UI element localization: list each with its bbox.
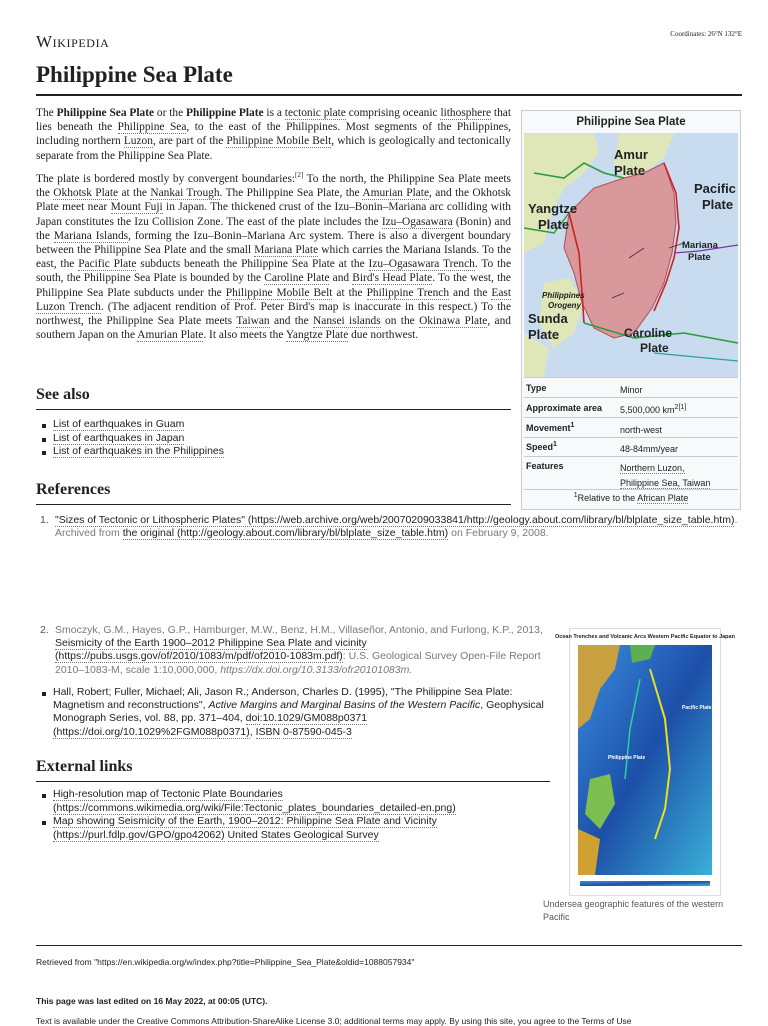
inline-link[interactable]: doi	[245, 712, 260, 725]
inline-link[interactable]: Amurian Plate	[362, 187, 430, 200]
coordinates[interactable]: Coordinates: 26°N 132°E	[670, 30, 742, 38]
text-run: ,	[249, 725, 256, 738]
list-item[interactable]	[36, 445, 511, 459]
external-link[interactable]	[53, 788, 456, 815]
inline-link[interactable]: High-resolution map of Tectonic Plate Boundaries (https://commons.wikimedia.org/wiki/File:Tectonic_plates_boundaries_detailed-en.png)	[53, 788, 456, 814]
list-item	[36, 788, 550, 815]
text-run: , forming the Izu–Bonin–Mariana Arc system. There is also a divergent boundary between the Philippine Sea Plate and the small	[36, 229, 511, 257]
text-run: is a	[263, 107, 285, 119]
inline-link[interactable]: Okhotsk Plate	[53, 187, 119, 200]
infobox-divider	[524, 397, 738, 398]
trench-map-figure[interactable]	[555, 628, 735, 896]
section-divider	[36, 409, 511, 410]
text-run: . Archived from	[55, 514, 738, 540]
map-label-amur-plate: Plate	[614, 163, 646, 178]
see-also-link[interactable]: List of earthquakes in Guam	[53, 418, 185, 430]
retrieved-from[interactable]: Retrieved from "https://en.wikipedia.org/w/index.php?title=Philippine_Sea_Plate&oldid=1088057934"	[36, 957, 415, 967]
text-run: and the	[449, 286, 492, 299]
inline-link[interactable]: Philippine Mobile Belt	[226, 135, 332, 148]
text-run: subducts beneath the Philippine Sea Plate at the	[136, 258, 369, 271]
text-run: The plate is bordered mostly by convergent boundaries:	[36, 173, 296, 185]
list-item[interactable]	[36, 432, 511, 446]
map-label-sunda-plate: Plate	[528, 327, 560, 342]
inline-link[interactable]: Caroline Plate	[264, 272, 330, 285]
text-run: in Japan. The thickened crust of the Izu–Bonin–Mariana arc colliding with Japan constitutes the Izu Collision Zone. The east of the plate includes the	[36, 201, 511, 228]
inline-link[interactable]: "Sizes of Tectonic or Lithospheric Plates" (https://web.archive.org/web/20070209033841/http://geology.about.com/library/bl/blplate_size_table.htm)	[55, 514, 735, 526]
map-label-mariana: Mariana	[682, 240, 718, 251]
text-run: . The Philippine Sea Plate, the	[219, 187, 363, 200]
reference-text	[53, 686, 544, 739]
feature-link[interactable]: Northern Luzon,	[620, 463, 685, 473]
map-label-sunda: Sunda	[528, 311, 568, 326]
plate-map[interactable]	[524, 133, 738, 377]
inline-link[interactable]: Seismicity of the Earth 1900–2012 Philippine Sea Plate and vicinity (https://pubs.usgs.gov/of/2010/1083/m/pdf/of2010-1083m.pdf)	[55, 637, 367, 663]
reference-text	[55, 624, 543, 676]
inline-link[interactable]: the original (http://geology.about.com/library/bl/blplate_size_table.htm)	[122, 527, 449, 540]
text-run: on February 9, 2008.	[448, 527, 549, 540]
external-links-list	[36, 788, 550, 842]
infobox-key: Type	[526, 383, 547, 393]
infobox-key: Features	[526, 461, 564, 471]
text-run: or the	[154, 107, 187, 119]
license-text: Text is available under the Creative Commons Attribution-ShareAlike License 3.0; additional terms may apply. By using this site, you agree to the Terms of Use	[36, 1016, 632, 1026]
african-plate-link[interactable]: African Plate	[637, 493, 689, 503]
text-run: , and the Okhotsk Plate meet near	[36, 187, 511, 214]
wikipedia-wordmark[interactable]: Wikipedia	[36, 32, 110, 51]
trench-map-image	[555, 629, 735, 895]
inline-link[interactable]: 10.1029/GM088p0371 (https://doi.org/10.1029%2FGM088p0371)	[53, 712, 368, 738]
feature-link[interactable]: Philippine Sea, Taiwan	[620, 478, 711, 488]
text-run: and	[329, 272, 353, 285]
inline-link[interactable]: Philippine Mobile Belt	[225, 286, 333, 299]
reference-list	[36, 514, 742, 540]
inline-link[interactable]: Mount Fuji	[110, 201, 163, 214]
see-also-link[interactable]: List of earthquakes in Japan	[53, 431, 185, 444]
inline-link[interactable]: Okinawa Plate	[419, 315, 488, 328]
text-run: on the	[380, 315, 420, 328]
page-title: Philippine Sea Plate	[36, 62, 233, 87]
infobox-divider	[524, 489, 738, 490]
inline-link[interactable]: Bird's Head Plate	[352, 272, 433, 285]
reference-list	[36, 624, 550, 677]
infobox-value: 5,500,000 $km^{2[1]}$	[620, 404, 687, 415]
map-label-yangtze-plate: Plate	[538, 217, 570, 232]
list-item	[36, 686, 550, 739]
text-run: which carries the Mariana Islands. To the east, the	[36, 244, 511, 271]
inline-link[interactable]: 0-87590-045-3	[283, 725, 352, 738]
text-run: : U.S. Geological Survey Open-File Report 2010–1083-M, scale 1:10,000,000,	[55, 650, 541, 676]
bold-term: Philippine Plate	[186, 107, 264, 119]
text-run: :	[259, 712, 263, 725]
text-run: To the north, the Philippine Sea Plate meets the	[36, 173, 511, 200]
infobox-value: Minor	[620, 385, 643, 395]
section-divider	[36, 781, 550, 782]
inline-link[interactable]: Amurian Plate	[137, 329, 204, 342]
see-also-heading: See also	[36, 386, 90, 403]
text-run: . It also meets the	[203, 329, 286, 342]
list-item	[36, 815, 550, 842]
figure-label-pacific: Pacific Plate	[682, 705, 712, 711]
text-run: , which is geologically and tectonically separate from the Philippine Sea Plate.	[36, 135, 511, 162]
map-label-yangtze: Yangtze	[528, 201, 578, 216]
inline-link[interactable]: United States Geological Survey	[227, 828, 379, 841]
map-label-caroline-plate: Plate	[640, 341, 669, 355]
last-edited: This page was last edited on 16 May 2022, at 00:05 (UTC).	[36, 996, 268, 1006]
infobox-key: Movement$^1$	[526, 422, 575, 433]
map-label-pacific-plate: Plate	[702, 197, 734, 212]
section-divider	[36, 504, 511, 505]
inline-link[interactable]: Pacific Plate	[78, 258, 137, 271]
reference-item	[36, 514, 742, 540]
text-run: . (The adjacent rendition of Prof. Peter Bird's map is inaccurate in this respect.) To the northwest, the Philippine Sea Plate meets	[36, 300, 511, 328]
inline-link[interactable]: ISBN	[255, 725, 281, 738]
external-links-heading: External links	[36, 758, 133, 775]
reference-text	[55, 514, 737, 540]
text-run: . To the south, the Philippine Sea Plate is bounded by the	[36, 258, 511, 285]
infobox-divider	[524, 437, 738, 438]
map-label-pacific: Pacific	[694, 181, 736, 196]
text-run: The	[36, 107, 57, 119]
inline-link[interactable]: tectonic plate	[284, 107, 346, 119]
text-run: and the	[269, 315, 314, 328]
infobox-footnote: $^1$Relative to the African Plate	[573, 492, 689, 503]
inline-link[interactable]: Izu–Ogasawara Trench	[368, 258, 475, 271]
inline-link[interactable]: Nansei islands	[313, 315, 381, 328]
reference-number: 1.	[40, 514, 49, 526]
infobox-divider	[524, 417, 738, 418]
trench-map-title: Ocean Trenches and Volcanic Arcs Western Pacific Equator to Japan	[555, 634, 735, 640]
text-run: , are part of the	[152, 135, 227, 148]
infobox-value: 48-84mm/year	[620, 444, 679, 454]
text-run: . To the west, the Philippine Sea Plate subducts under the	[36, 272, 511, 299]
map-label-amur: Amur	[614, 147, 648, 162]
see-also-list	[36, 418, 511, 459]
map-label-orogeny: Orogeny	[548, 301, 581, 310]
reference-number: 2.	[40, 624, 49, 636]
external-link[interactable]	[53, 815, 437, 842]
infobox-title: Philippine Sea Plate	[576, 116, 686, 128]
infobox-value: north-west	[620, 425, 663, 435]
inline-link[interactable]: Nankai Trough	[150, 187, 220, 200]
figure-caption: Undersea geographic features of the western Pacific	[543, 899, 724, 922]
map-label-caroline: Caroline	[624, 326, 673, 340]
text-run: Hall, Robert; Fuller, Michael; Ali, Jason R.; Anderson, Charles D. (1995), "The Philippine Sea Plate: Magnetism and reconstructions",	[53, 686, 513, 712]
inline-link[interactable]: East Luzon Trench	[36, 286, 512, 313]
figure-label-philippine: Philippine Plate	[608, 755, 646, 761]
text-run: Smoczyk, G.M., Hayes, G.P., Hamburger, M.W., Benz, H.M., Villaseñor, Antonio, and Furlong, K.P., 2013,	[55, 624, 543, 636]
inline-link[interactable]: Map showing Seismicity of the Earth, 1900–2012: Philippine Sea Plate and Vicinity (https://purl.fdlp.gov/GPO/gpo42062)	[53, 815, 437, 841]
citation[interactable]: 2[1]	[674, 404, 687, 411]
text-run: Active Margins and Marginal Basins of the Western Pacific	[208, 699, 481, 712]
inline-link[interactable]: Mariana Islands	[53, 229, 129, 242]
text-run: at the	[118, 187, 151, 200]
text-run: , Geophysical Monograph Series, vol. 88, pp. 371–404,	[53, 699, 544, 725]
intro-paragraph-2	[36, 172, 511, 342]
text-run: at the	[332, 286, 367, 299]
inline-link[interactable]: Yangtze Plate	[285, 329, 349, 342]
list-item[interactable]	[36, 418, 511, 432]
see-also-link[interactable]: List of earthquakes in the Philippines	[53, 445, 225, 457]
inline-link[interactable]: Philippine Trench	[366, 286, 450, 299]
infobox-divider	[524, 377, 738, 378]
inline-link[interactable]: Luzon	[123, 135, 153, 148]
further-reading-list	[36, 686, 550, 739]
inline-link[interactable]: lithosphere	[440, 107, 492, 119]
reference-item	[36, 624, 550, 677]
footer-divider	[36, 945, 742, 946]
infobox-key: Speed$^1$	[526, 441, 557, 452]
inline-link[interactable]: Philippine Sea	[117, 121, 187, 134]
inline-link[interactable]: Taiwan	[236, 315, 270, 328]
text-run: , to the east of the Philippines. Most segments of the Philippines, including northern	[36, 121, 512, 148]
bold-term: Philippine Sea Plate	[56, 107, 155, 119]
text-run: https://dx.doi.org/10.3133/ofr20101083m.	[220, 663, 413, 676]
references-heading: References	[36, 481, 111, 498]
infobox	[521, 110, 741, 510]
text-run: that lies beneath the	[36, 107, 511, 134]
map-label-mariana-plate: Plate	[688, 252, 711, 263]
inline-link[interactable]: Mariana Plate	[254, 244, 319, 257]
citation[interactable]: [2]	[295, 171, 304, 180]
inline-link[interactable]: Izu–Ogasawara	[381, 215, 453, 228]
infobox-divider	[524, 456, 738, 457]
intro-paragraph-1	[36, 106, 511, 163]
map-label-philippines: Philippines	[542, 291, 585, 300]
infobox-key: Approximate area	[526, 403, 603, 413]
title-divider	[36, 94, 742, 96]
text-run: comprising oceanic	[345, 107, 441, 119]
infobox-value	[620, 461, 710, 491]
text-run: due northwest.	[348, 329, 419, 342]
text-run: (Bonin) and the	[36, 215, 512, 242]
text-run: , and southern Japan on the	[36, 315, 511, 342]
